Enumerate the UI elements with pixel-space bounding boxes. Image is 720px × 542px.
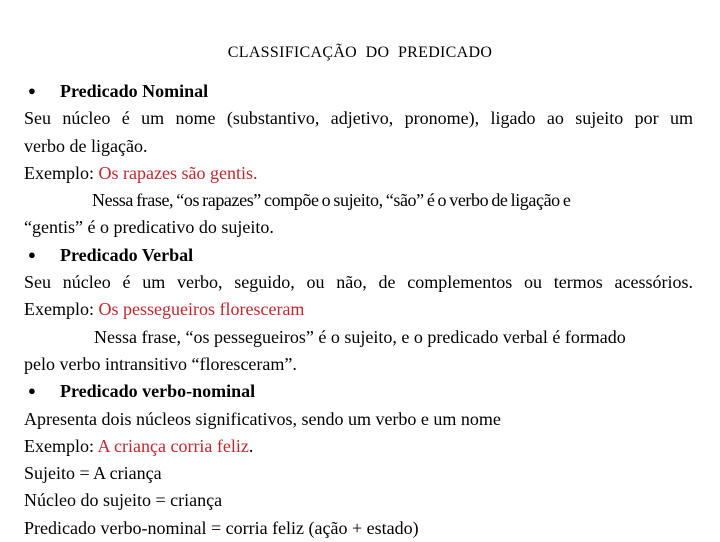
nominal-description-line-1: Seu núcleo é um nome (substantivo, adjetivo, pronome), ligado ao sujeito por um	[24, 108, 693, 129]
nominal-description-line-2: verbo de ligação.	[24, 135, 148, 156]
example-sentence: Os pessegueiros floresceram	[98, 299, 305, 320]
section-heading-nominal	[24, 78, 693, 105]
bullet-icon: ●	[28, 246, 36, 262]
verbal-example	[24, 296, 693, 323]
example-label: Exemplo:	[24, 435, 98, 456]
nominal-explanation-line-1: Nessa frase, “os rapazes” compõe o sujeito, “são” é o verbo de ligação e	[92, 190, 571, 211]
nominal-example	[24, 160, 693, 187]
nucleo-sujeito-line: Núcleo do sujeito = criança	[24, 490, 223, 511]
predicado-line: Predicado verbo-nominal = corria feliz (ação + estado)	[24, 517, 419, 538]
bullet-icon: ●	[28, 383, 36, 399]
verbal-explanation-line-2: pelo verbo intransitivo “floresceram”.	[24, 353, 297, 374]
section-heading-verbal	[24, 242, 693, 269]
bullet-icon: ●	[28, 83, 36, 98]
example-label: Exemplo:	[24, 299, 99, 320]
example-period: .	[248, 435, 254, 456]
heading-text: Predicado verbo-nominal	[60, 381, 256, 402]
sujeito-line: Sujeito = A criança	[24, 463, 162, 484]
document-body	[24, 78, 693, 542]
page-title: CLASSIFICAÇÃO DO PREDICADO	[227, 44, 493, 61]
nominal-explanation-line-2: “gentis” é o predicativo do sujeito.	[24, 217, 274, 238]
heading-text: Predicado Nominal	[60, 81, 209, 101]
example-sentence: A criança corria feliz	[97, 435, 249, 456]
verbo-nominal-example	[24, 433, 693, 460]
example-label: Exemplo:	[24, 162, 99, 183]
heading-text: Predicado Verbal	[60, 244, 194, 265]
verbal-explanation-line-1: Nessa frase, “os pessegueiros” é o sujeito, e o predicado verbal é formado	[94, 326, 626, 347]
section-heading-verbo-nominal	[24, 378, 693, 405]
verbo-nominal-description: Apresenta dois núcleos significativos, sendo um verbo e um nome	[24, 408, 501, 429]
example-sentence: Os rapazes são gentis.	[98, 162, 258, 183]
verbal-description-line-1: Seu núcleo é um verbo, seguido, ou não, de complementos ou termos acessórios.	[24, 272, 693, 293]
